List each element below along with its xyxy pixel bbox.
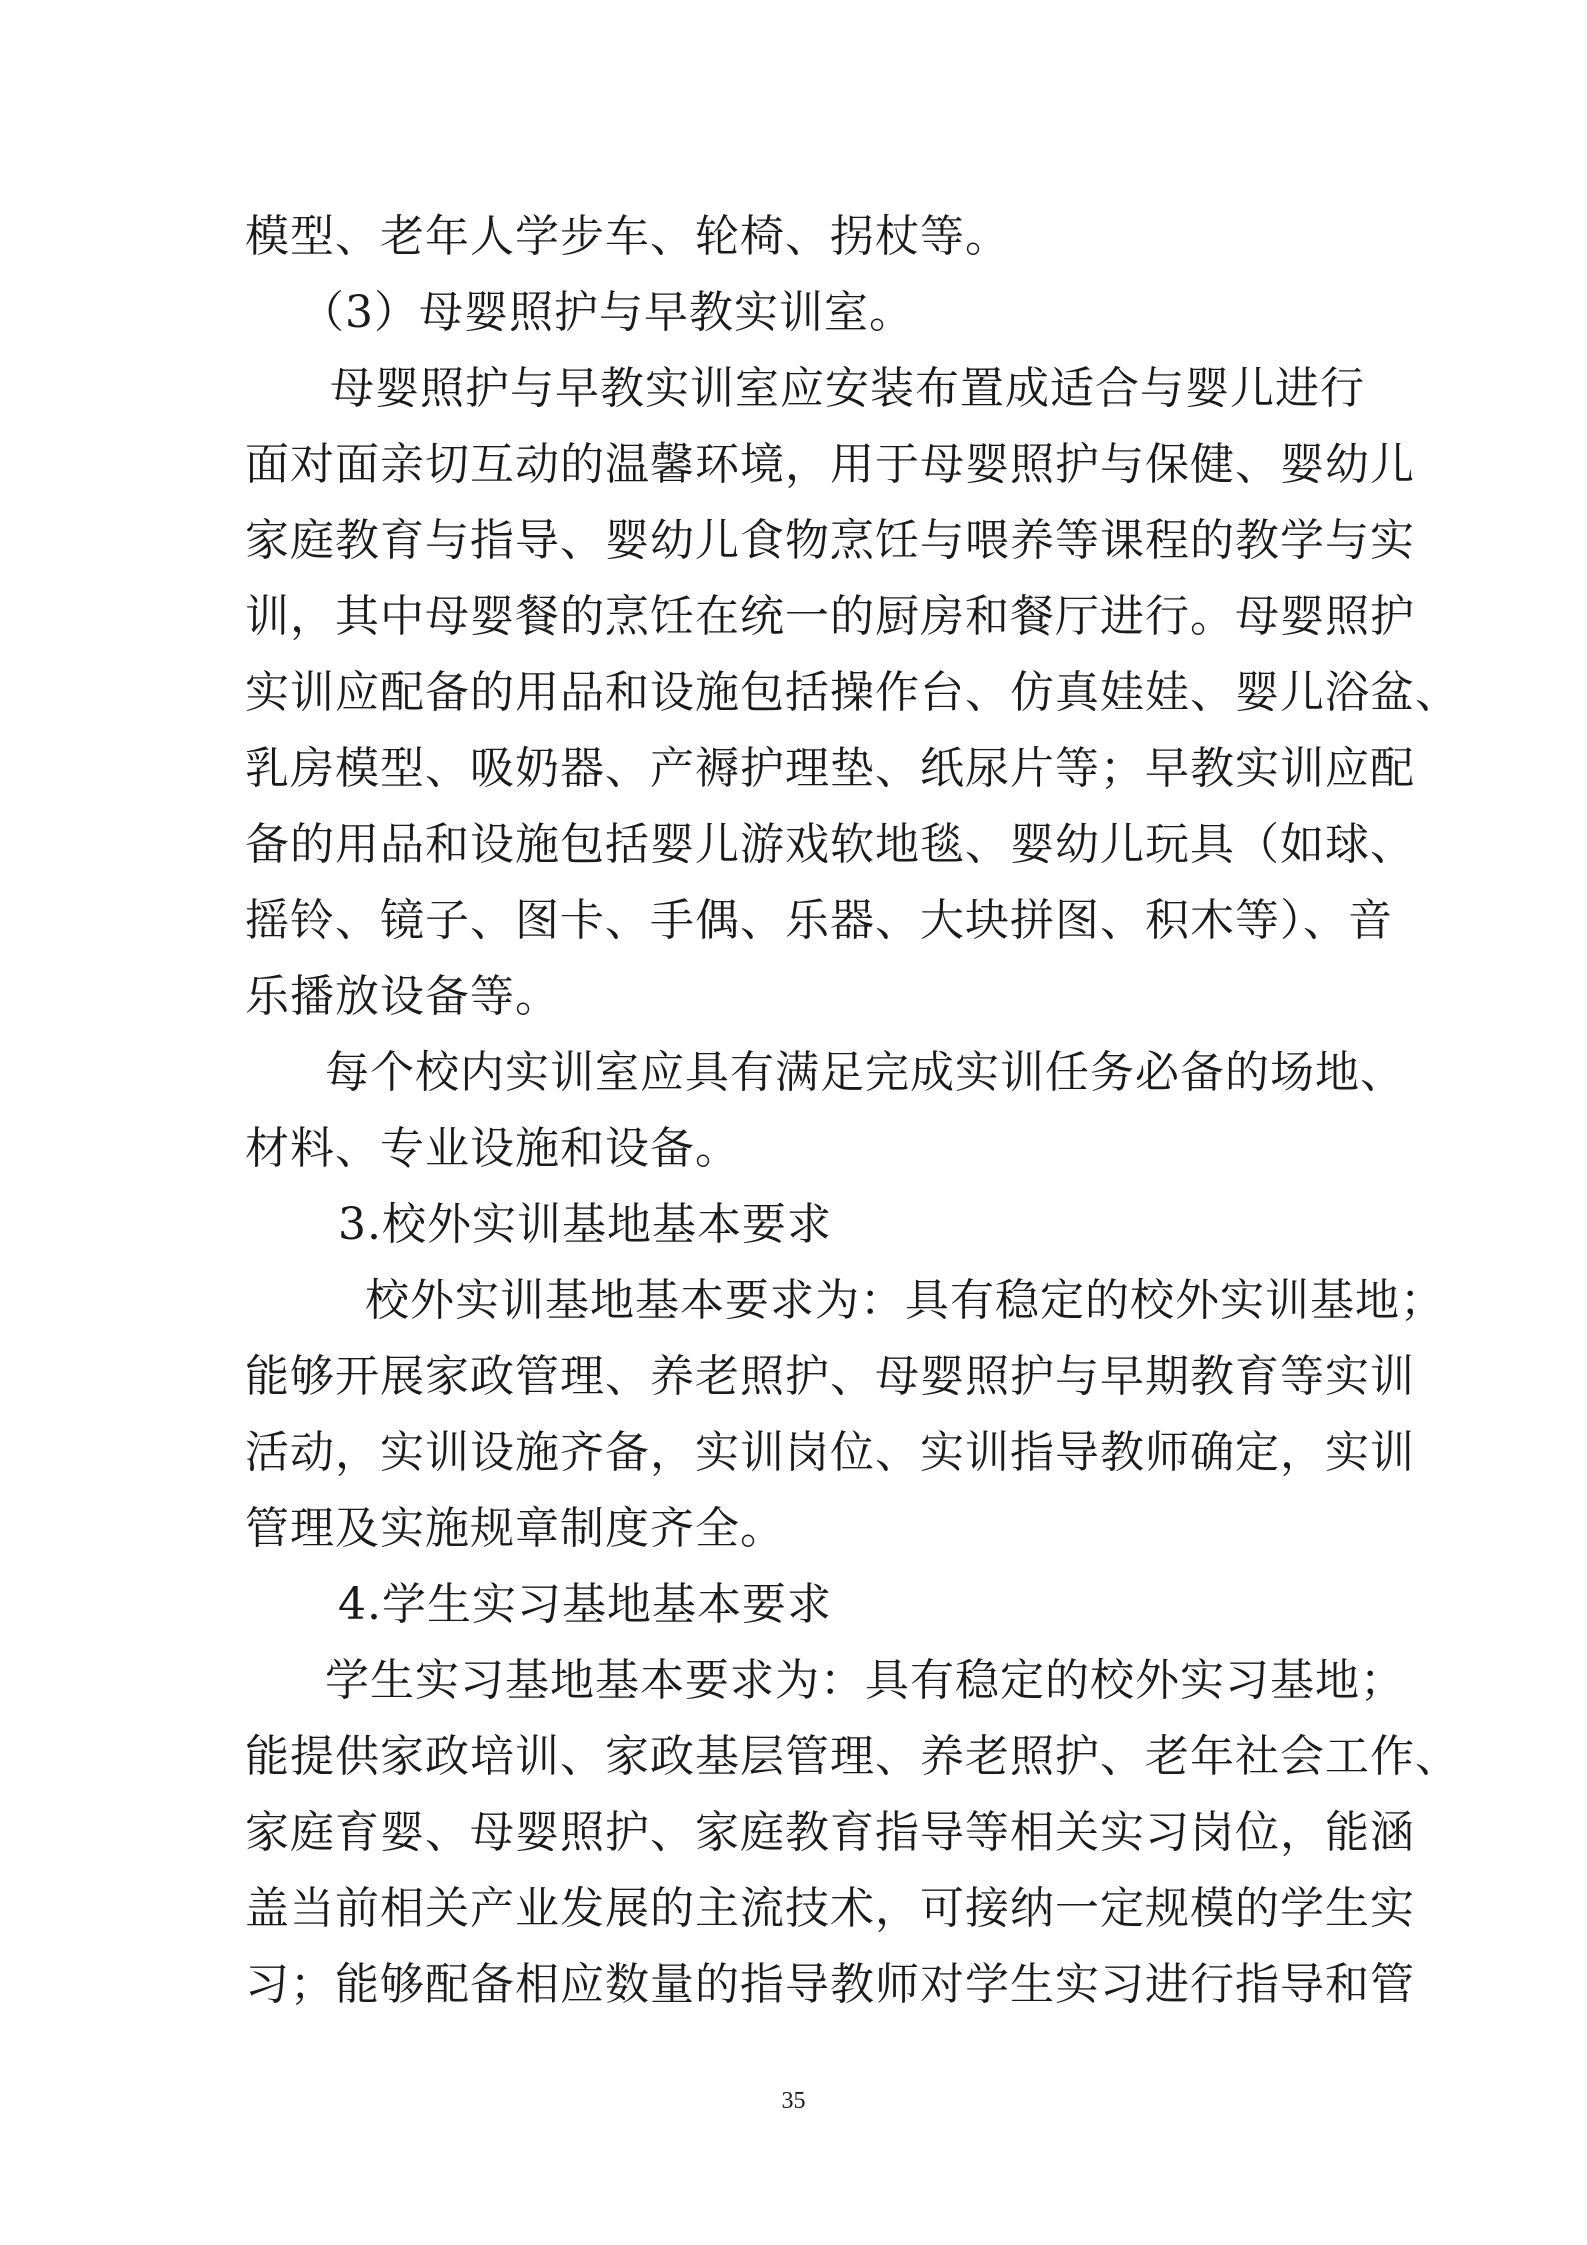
body-text-line: 校外实训基地基本要求为：具有稳定的校外实训基地； — [365, 1275, 1445, 1326]
section-heading: 4.学生实习基地基本要求 — [338, 1579, 832, 1630]
body-text-line: 模型、老年人学步车、轮椅、拐杖等。 — [245, 211, 1010, 262]
body-text-line: 活动，实训设施齐备，实训岗位、实训指导教师确定，实训 — [245, 1427, 1415, 1478]
body-text-line: 每个校内实训室应具有满足完成实训任务必备的场地、 — [325, 1047, 1405, 1098]
body-text-line: 学生实习基地基本要求为：具有稳定的校外实习基地； — [325, 1655, 1405, 1706]
body-text-line: 实训应配备的用品和设施包括操作台、仿真娃娃、婴儿浴盆、 — [245, 667, 1460, 718]
page-number: 35 — [781, 2088, 806, 2114]
body-text-line: 盖当前相关产业发展的主流技术，可接纳一定规模的学生实 — [245, 1883, 1415, 1934]
body-text-line: 能提供家政培训、家政基层管理、养老照护、老年社会工作、 — [245, 1731, 1460, 1782]
body-text-line: 备的用品和设施包括婴儿游戏软地毯、婴幼儿玩具（如球、 — [245, 819, 1415, 870]
body-text-line: 母婴照护与早教实训室应安装布置成适合与婴儿进行 — [330, 363, 1365, 414]
body-text-line: 乳房模型、吸奶器、产褥护理垫、纸尿片等；早教实训应配 — [245, 743, 1415, 794]
body-text-line: 能够开展家政管理、养老照护、母婴照护与早期教育等实训 — [245, 1351, 1415, 1402]
body-text-line: 训，其中母婴餐的烹饪在统一的厨房和餐厅进行。母婴照护 — [245, 591, 1415, 642]
body-text-line: 习；能够配备相应数量的指导教师对学生实习进行指导和管 — [245, 1959, 1415, 2010]
body-text-line: 乐播放设备等。 — [245, 971, 560, 1022]
subsection-heading: （3）母婴照护与早教实训室。 — [300, 287, 914, 338]
body-text-line: 家庭教育与指导、婴幼儿食物烹饪与喂养等课程的教学与实 — [245, 515, 1415, 566]
body-text-line: 管理及实施规章制度齐全。 — [245, 1503, 785, 1554]
body-text-line: 面对面亲切互动的温馨环境，用于母婴照护与保健、婴幼儿 — [245, 439, 1415, 490]
section-heading: 3.校外实训基地基本要求 — [338, 1199, 832, 1250]
body-text-line: 摇铃、镜子、图卡、手偶、乐器、大块拼图、积木等）、音 — [245, 895, 1393, 946]
body-text-line: 材料、专业设施和设备。 — [245, 1123, 740, 1174]
body-text-line: 家庭育婴、母婴照护、家庭教育指导等相关实习岗位，能涵 — [245, 1807, 1415, 1858]
